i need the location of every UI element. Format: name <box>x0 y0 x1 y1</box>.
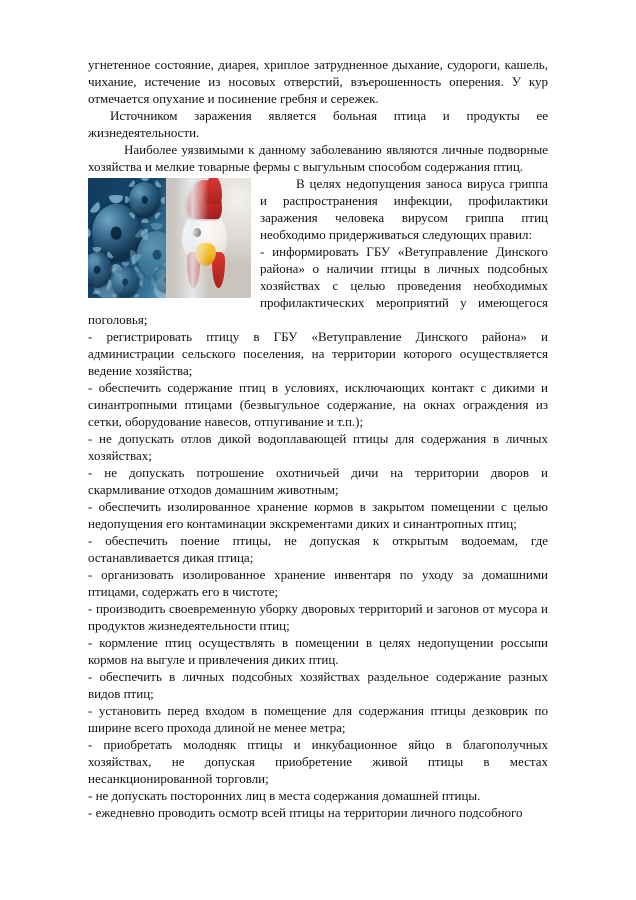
rule-buy-from-safe-farms: - приобретать молодняк птицы и инкубационное яйцо в благополучных хозяйствах, не допуская приобретение живой птицы в местах несанкционированной торговли; <box>88 737 548 786</box>
rule-isolated-equipment-storage: - организовать изолированное хранение инвентаря по уходу за домашними птицами, содержать его в чистоте; <box>88 567 548 599</box>
rule-no-game-gutting: - не допускать потрошение охотничьей дичи на территории дворов и скармливание отходов домашним животным; <box>88 465 548 497</box>
virus-particle-icon <box>129 182 159 218</box>
rule-separate-species-keeping: - обеспечить в личных подсобных хозяйствах раздельное содержание разных видов птиц; <box>88 669 548 701</box>
document-body <box>88 56 548 821</box>
paragraph-infection-source: Источником заражения является больная птица и продукты ее жизнедеятельности. <box>88 108 548 140</box>
rule-inform-vet-service: - информировать ГБУ «Ветуправление Динского района» о наличии птицы в личных подсобных хозяйствах с целью проведения необходимых профилактических мероприятий у имеющегося поголовья; <box>88 244 548 327</box>
rule-timely-yard-cleaning: - производить своевременную уборку дворовых территорий и загонов от мусора и продуктов жизнедеятельности птиц; <box>88 601 548 633</box>
photo-blend-gradient <box>173 178 209 298</box>
rule-register-bird: - регистрировать птицу в ГБУ «Ветуправление Динского района» и администрации сельского поселения, на территории которого осуществляется ведение хозяйства; <box>88 329 548 378</box>
virus-particle-icon <box>112 267 138 298</box>
rule-prevent-wild-contact: - обеспечить содержание птиц в условиях, исключающих контакт с дикими и синантропными птицами (безвыгульное содержание, на окнах ограждения из сетки, оборудование навесов, отпугивание и т.п.); <box>88 380 548 429</box>
paragraph-prevention-intro: В целях недопущения заноса вируса гриппа и распространения инфекции, профилактики заражения человека вирусом гриппа птиц необходимо придерживаться следующих правил: <box>260 176 548 242</box>
paragraph-symptoms: угнетенное состояние, диарея, хриплое затрудненное дыхание, судороги, кашель, чихание, истечение из носовых отверстий, взъерошенность оперения. У кур отмечается опухание и посинение гребня и сережек. <box>88 57 548 106</box>
rule-no-wild-waterfowl-capture: - не допускать отлов дикой водоплавающей птицы для содержания в личных хозяйствах; <box>88 431 548 463</box>
rule-disinfection-mat: - установить перед входом в помещение для содержания птицы дезковрик по ширине всего прохода длиной не менее метра; <box>88 703 548 735</box>
paragraph-most-vulnerable: Наиболее уязвимыми к данному заболеванию являются личные подворные хозяйства и мелкие товарные фермы с выгульным способом содержания птиц. <box>88 142 548 174</box>
rule-isolated-feed-storage: - обеспечить изолированное хранение кормов в закрытом помещении с целью недопущения его контаминации экскрементами диких и синантропных птиц; <box>88 499 548 531</box>
rule-no-outsiders: - не допускать посторонних лиц в места содержания домашней птицы. <box>88 788 481 803</box>
rule-daily-inspection: - ежедневно проводить осмотр всей птицы на территории личного подсобного <box>88 805 523 820</box>
rule-indoor-feeding: - кормление птиц осуществлять в помещении в целях недопущении россыпи кормов на выгуле и привлечения диких птиц. <box>88 635 548 667</box>
rule-watering-birds: - обеспечить поение птицы, не допуская к открытым водоемам, где останавливается дикая птица; <box>88 533 548 565</box>
avian-influenza-photo <box>88 178 251 298</box>
